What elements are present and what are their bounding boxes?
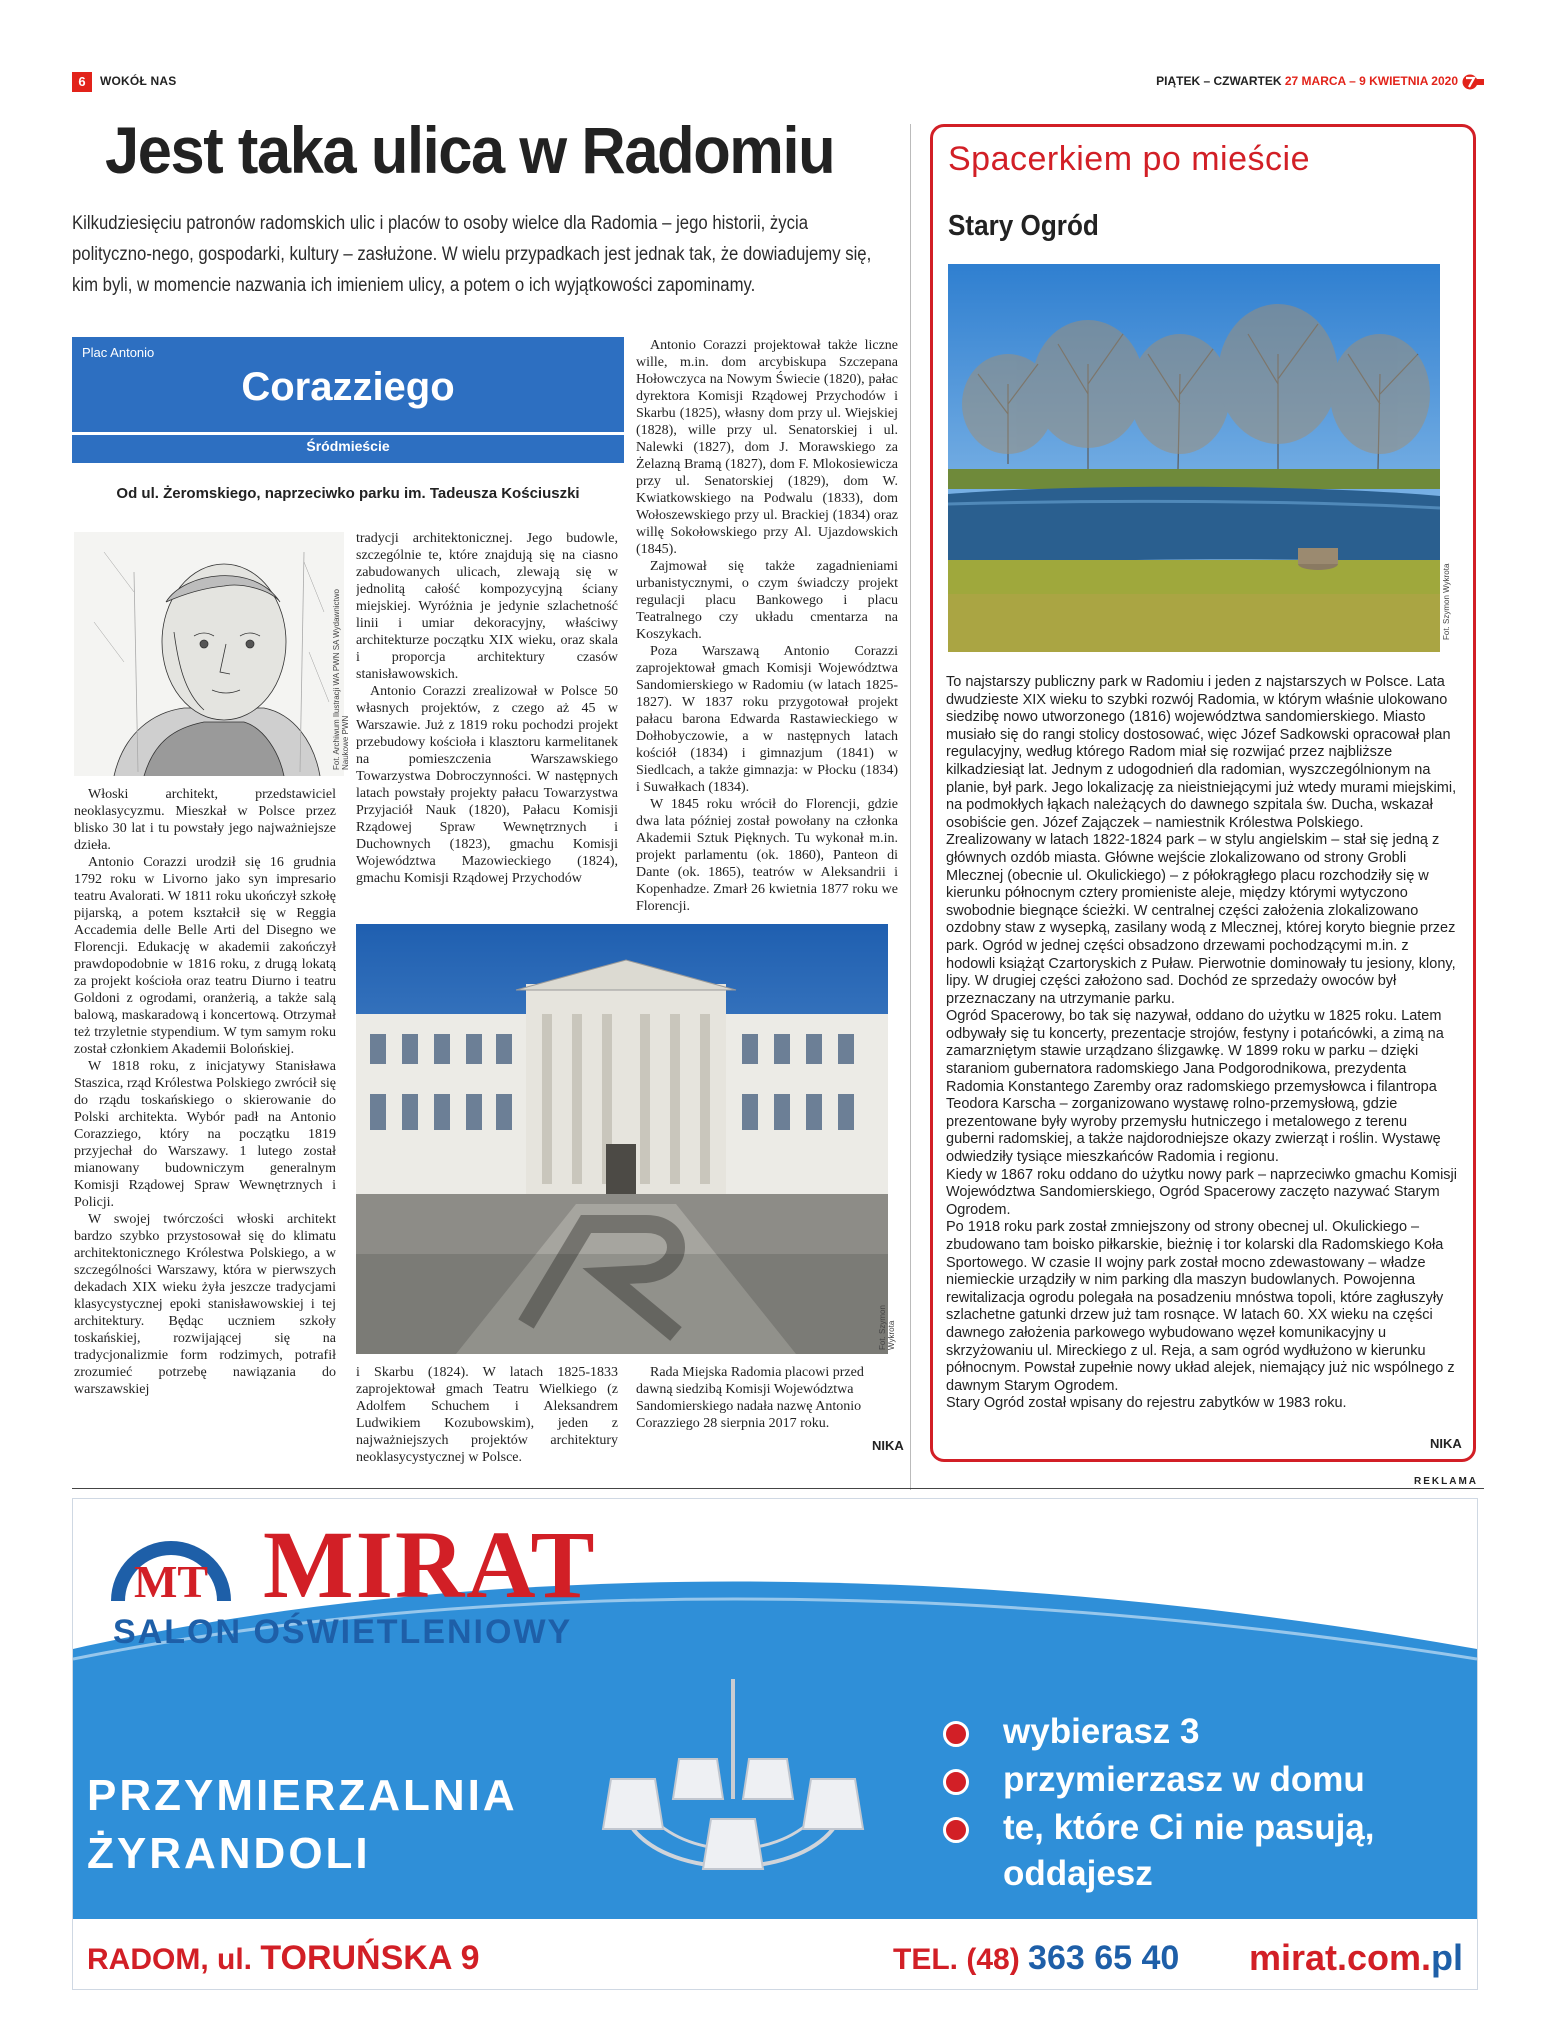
col1-paragraph: W swojej twórczości włoski architekt bardzo szybko przystosował się do klimatu architektonicznego Królestwa Polskiego, a w szczególności Warszawy, która w pierwszych dekadach XIX wieku żyła jeszcze tradycjami klasycystycznej epoki stanisławowskiej i tej architektury. Będąc uczniem szkoły toskańskiej, rozwijającej się na tradycjonalizmie form rodzimych, potrafił zrozumieć potrzebę nawiązania do warszawskiej bbox=[74, 1212, 336, 1397]
caption-text: Rada Miejska Radomia placowi przed dawną siedzibą Komisji Województwa Sandomierskiego nadała nazwę Antonio Corazziego 28 sierpnia 2017 roku. bbox=[636, 1365, 864, 1431]
ad-brand: MIRAT bbox=[263, 1511, 597, 1618]
park-photo bbox=[948, 264, 1440, 652]
building-photo bbox=[356, 924, 888, 1354]
page-number: 6 bbox=[72, 72, 92, 92]
photo-caption bbox=[636, 1364, 898, 1432]
sidebar-text bbox=[946, 674, 1458, 1413]
sidebar-paragraph: Zrealizowany w latach 1822-1824 park – w stylu angielskim – stał się jedną z głównych ozdób miasta. Główne wejście zlokalizowano od strony Grobli Mlecznej (obecnie ul. Okulickiego) – z półokrągłego placu rozchodziły się w kierunku północnym cztery promieniste aleje, między którymi wytyczono swobodnie biegnące ścieżki. W centralnej części założenia zlokalizowano ozdobny staw z wysepką, zasilany wodą z Mlecznej, której koryto biegnie przez park. Ogród w jednej części obsadzono drzewami pochodzącymi m.in. z hodowli książąt Czartoryskich z Puław. Pierwotnie dominowały tu jesiony, klony, lipy. W drugiej części założono sad. Dochód ze sprzedaży owoców był przeznaczany na utrzymanie parku. bbox=[946, 832, 1456, 1007]
article-column-1 bbox=[74, 786, 336, 1476]
svg-text:MT: MT bbox=[133, 1556, 209, 1607]
chandelier-icon bbox=[593, 1679, 873, 1909]
sidebar-paragraph: Po 1918 roku park został zmniejszony od strony obecnej ul. Okulickiego – zbudowano tam boisko piłkarskie, bieżnię i tor kolarski dla Radomskiego Koła Sportowego. W czasie II wojny park został mocno zdewastowany – władze niemieckie urządziły w nim parking dla maszyn budowlanych. Powojenna rewitalizacja ogrodu polegała na posadzeniu mnóstwa topoli, które zagłuszyły szlachetne gatunki drzew już tam rosnące. W latach 60. XX wieku na części dawnego założenia parkowego wybudowano węzeł komunikacyjny u skrzyżowaniu ul. Mireckiego z ul. Reja, a sam ogród wydłużono w kierunku północnym. Powstał zupełnie nowy układ alejek, niemający już nic wspólnego z dawnym Starym Ogrodem. bbox=[946, 1219, 1455, 1394]
advertisement[interactable] bbox=[72, 1498, 1478, 1990]
col1-paragraph: W 1818 roku, z inicjatywy Stanisława Staszica, rząd Królestwa Polskiego zwrócił się do rządu toskańskiego o skierowanie do Polski architekta. Wybór padł na Antonio Corazziego, który na początku 1819 przyjechał do Warszawy. 1 lutego został mianowany budowniczym generalnym Komisji Rządowej Spraw Wewnętrznych i Policji. bbox=[74, 1059, 336, 1210]
col3-paragraph: Poza Warszawą Antonio Corazzi zaprojektował gmach Komisji Województwa Sandomierskiego w Radomiu (w latach 1825-1827). W 1837 roku przygotował projekt pałacu barona Edwarda Rastawieckiego w Dołhobyczowie, a w następnych latach kościół (1834) i gimnazjum (1841) w Siedlcach, a także gimnazja: w Płocku (1834) i Suwałkach (1834). bbox=[636, 644, 898, 795]
sidebar-paragraph: Stary Ogród został wpisany do rejestru zabytków w 1983 roku. bbox=[946, 1395, 1347, 1412]
column-divider bbox=[910, 124, 911, 1490]
article-signature: NIKA bbox=[872, 1438, 904, 1453]
sign-prefix: Plac Antonio bbox=[82, 345, 155, 360]
ad-separator bbox=[72, 1488, 1484, 1489]
ad-benefits-list bbox=[943, 1709, 1477, 1899]
page-header bbox=[72, 72, 1484, 92]
ad-contact-bar bbox=[73, 1919, 1477, 1990]
sign-district: Śródmieście bbox=[306, 438, 390, 454]
col2-paragraph: tradycji architektonicznej. Jego budowle, szczególnie te, które znajdują się na ciasno zabudowanych ulicach, zlewają się w jednolitą całość kompozycyjną ściany miejskiej. Wyróżnia je jedynie szlachetność linii i umiar dekoracyjny, właściwy architekturze początku XIX wieku, oraz skala i proporcja architektury czasów stanisławowskich. bbox=[356, 531, 618, 682]
newspaper-logo-icon bbox=[1462, 72, 1484, 92]
sidebar-paragraph: To najstarszy publiczny park w Radomiu i jeden z najstarszych w Polsce. Lata dwudzieste XIX wieku to szybki rozwój Radomia, w którym właśnie ulokowano siedzibę nowo utworzonego (1816) województwa sandomierskiego. Miasto musiało się do rangi stolicy dostosować, więc Józef Sadkowski opracował plan regulacyjny, według którego Radom miał się rozwijać przez najbliższe kilkadziesiąt lat. Jednym z udogodnień dla radomian, wyszczególnionym na planie, był park. Jego lokalizację za nieistniejącymi już wtedy murami miejskimi, na podmokłych łąkach należących do dawnego szpitala św. Ducha, wskazał osobiście gen. Józef Zajączek – namiestnik Królestwa Polskiego. bbox=[946, 674, 1457, 831]
sign-divider bbox=[72, 432, 624, 435]
col2-paragraph: Antonio Corazzi zrealizował w Polsce 50 własnych projektów, z czego aż 45 w Warszawie. Już z 1819 roku pochodzi projekt przebudowy kościoła i klasztoru karmelitanek na pomieszczenia Warszawskiego Towarzystwa Dobroczynności. W następnych latach powstały projekty pałacu Towarzystwa Przyjaciół Nauk (1820), Pałacu Komisji Rządowej Spraw Wewnętrznych i Duchownych (1823), gmachu Komisji Województwa Mazowieckiego (1824), gmachu Komisji Rządowej Przychodów bbox=[356, 684, 618, 886]
article-headline: Jest taka ulica w Radomiu bbox=[105, 113, 835, 187]
section-name: WOKÓŁ NAS bbox=[100, 74, 177, 88]
sidebar-signature: NIKA bbox=[1430, 1436, 1462, 1451]
article-column-2-continued bbox=[356, 1364, 618, 1466]
col3-paragraph: W 1845 roku wrócił do Florencji, gdzie dwa lata później został powołany na członka Akademii Sztuk Pięknych. Tu wykonał m.in. projekt parlamentu (ok. 1860), Panteon di Dante (ok. 1865), teatrów w Aleksandrii i Kopenhadze. Zmarł 26 kwietnia 1877 roku we Florencji. bbox=[636, 797, 898, 914]
bullet-icon bbox=[943, 1721, 969, 1747]
portrait-engraving bbox=[74, 532, 344, 776]
location-subhead: Od ul. Żeromskiego, naprzeciwko parku im. Tadeusza Kościuszki bbox=[116, 485, 580, 502]
issue-date: PIĄTEK – CZWARTEK 27 MARCA – 9 KWIETNIA 2020 bbox=[1156, 74, 1458, 88]
sidebar-title: Spacerkiem po mieście bbox=[948, 140, 1310, 178]
park-photo-credit: Fot. Szymon Wykrota bbox=[1442, 563, 1451, 640]
ad-headline: PRZYMIERZALNIA ŻYRANDOLI bbox=[87, 1771, 518, 1878]
article-lead: Kilkudziesięciu patronów radomskich ulic i placów to osoby wielce dla Radomia – jego historii, życia polityczno-nego, gospodarki, kultury – zasłużone. W wielu przypadkach jest jednak tak, że dowiadujemy się, kim byli, w momencie nazwania ich imieniem ulicy, a potem o ich wyjątkowości zapominamy. bbox=[72, 213, 872, 296]
ad-benefit: wybierasz 3 bbox=[943, 1709, 1477, 1755]
col1-paragraph: Antonio Corazzi urodził się 16 grudnia 1792 roku w Livorno jako syn impresario teatru Avalorati. W 1811 roku ukończył szkołę pijarską, a potem kształcił się w Reggia Accademia delle Belle Arti del Disegno we Florencji. Edukację w akademii zakończył prawdopodobnie w 1816 roku, z drugą lokatą za projekt kościoła oraz teatru Diurno i teatru Goldoni z ogrodami, oranżerią, a także salą balową, maskaradową i koncertową. Otrzymał też trzyletnie stypendium. W tym samym roku został członkiem Akademii Bolońskiej. bbox=[74, 855, 336, 1057]
article-column-3 bbox=[636, 337, 898, 917]
col2b-paragraph: i Skarbu (1824). W latach 1825-1833 zaprojektował gmach Teatru Wielkiego (z Adolfem Schuchem i Aleksandrem Ludwikiem Kozubowskim), jeden z najważniejszych projektów architektury neoklasycystycznej w Polsce. bbox=[356, 1365, 618, 1465]
ad-benefit: te, które Ci nie pasują, oddajesz bbox=[943, 1805, 1477, 1897]
col1-paragraph: Włoski architekt, przedstawiciel neoklasycyzmu. Mieszkał w Polsce przez blisko 30 lat i tu powstały jego najważniejsze dzieła. bbox=[74, 787, 336, 853]
article-column-2 bbox=[356, 530, 618, 910]
col3-paragraph: Zajmował się także zagadnieniami urbanistycznymi, o czym świadczy projekt regulacji placu Bankowego i placu Teatralnego czy układu cmentarza na Koszykach. bbox=[636, 559, 898, 642]
bullet-icon bbox=[943, 1817, 969, 1843]
ad-phone[interactable]: TEL. (48) 363 65 40 bbox=[893, 1939, 1180, 1977]
sidebar-subtitle: Stary Ogród bbox=[948, 210, 1099, 242]
portrait-credit: Fot. Archiwum Ilustracji WA PWN SA Wydawnictwo Naukowe PWN bbox=[332, 588, 350, 770]
bullet-icon bbox=[943, 1769, 969, 1795]
ad-benefit: przymierzasz w domu bbox=[943, 1757, 1477, 1803]
ad-website[interactable]: mirat.com.pl bbox=[1248, 1937, 1463, 1978]
street-sign bbox=[72, 337, 624, 463]
ad-address: RADOM, ul. TORUŃSKA 9 bbox=[87, 1939, 480, 1977]
sidebar-paragraph: Ogród Spacerowy, bo tak się nazywał, oddano do użytku w 1825 roku. Latem odbywały się tu koncerty, prezentacje strojów, festyny i potańcówki, a zimą na zamarzniętym stawie urządzano ślizgawkę. W 1899 roku w parku – dzięki staraniom gubernatora radomskiego Jana Podgorodnikowa, prezydenta Radomia Konstantego Zaremby oraz radomskiego przemysłowca i filantropa Teodora Karscha – zorganizowano wystawę rolno-przemysłową, gdzie prezentowane były wyroby przemysłu hutniczego i metalowego z terenu guberni radomskiej, a także najdorodniejsze okazy zwierząt i roślin. Wystawę odwiedziły tysiące mieszkańców Radomia i regionu. bbox=[946, 1008, 1444, 1166]
ad-label: REKLAMA bbox=[1408, 1476, 1478, 1487]
col3-paragraph: Antonio Corazzi projektował także liczne wille, m.in. dom arcybiskupa Szczepana Hołowczyca na Nowym Świecie (1820), pałac dyrektora Komisji Rządowej Przychodów i Skarbu (1825), własny dom przy ul. Wiejskiej (1828), wille przy ul. Senatorskiej i ul. Nalewki (1827), dom J. Morawskiego za Żelazną Bramą (1827), dom F. Mlokosiewicza przy ul. Senatorskiej (1829), dom W. Kwiatkowskiego na Podwalu (1833), dom Wołoszewskiego przy ul. Brackiej (1834) oraz willę Sokołowskiego przy Al. Ujazdowskich (1845). bbox=[636, 338, 898, 557]
sign-name: Corazziego bbox=[241, 365, 455, 409]
sidebar-paragraph: Kiedy w 1867 roku oddano do użytku nowy park – naprzeciwko gmachu Komisji Województwa Sandomierskiego, Ogród Spacerowy zaczęto nazywać Starym Ogrodem. bbox=[946, 1166, 1457, 1218]
mirat-logo-icon bbox=[101, 1521, 241, 1607]
building-photo-credit: Fot. Szymon Wykrota bbox=[878, 1305, 896, 1350]
ad-tagline: SALON OŚWIETLENIOWY bbox=[113, 1613, 573, 1651]
